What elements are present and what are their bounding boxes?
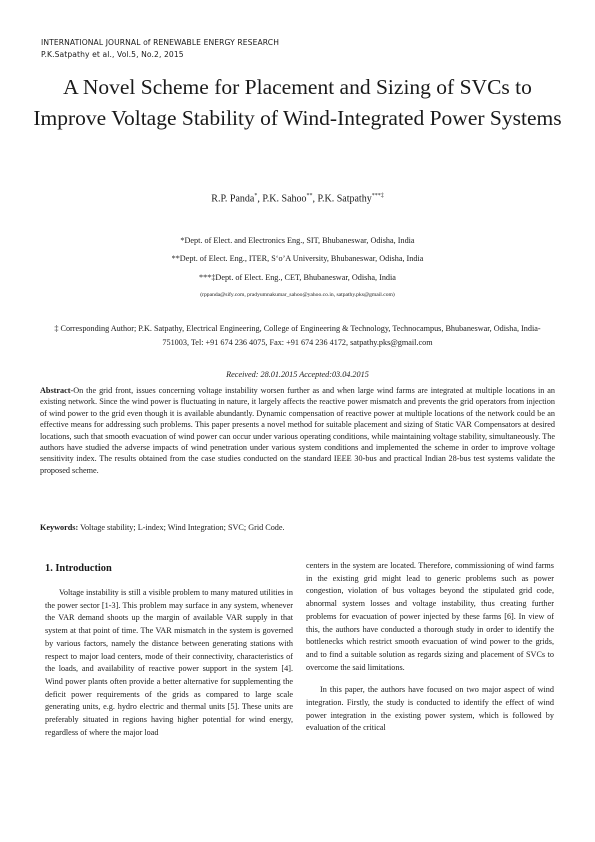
- author-separator: ,: [257, 193, 263, 205]
- paragraph: centers in the system are located. Therefore, commissioning of wind farms in the existing grid might lead to generic problems such as power congestion, violation of bus voltages beyond the stipulated grid code, abnormal system losses and voltage instability, thus creating further problems for evacuation of power injected by these farms [6]. In view of this, the authors have conducted a thorough study in order to identify the bottlenecks which restrict smooth evacuation of wind power to the grids, and to find a suitable solution as regards sizing and placement of SVCs to overcome the said limitations.: [306, 561, 554, 672]
- paragraph: In this paper, the authors have focused on two major aspect of wind integration. Firstly, the study is conducted to identify the effect of wind power integration in the existing power system, which is followed by evaluation of the critical: [306, 685, 554, 733]
- author-name: P.K. Satpathy: [317, 193, 372, 205]
- keywords-label: Keywords:: [40, 523, 79, 532]
- journal-name: INTERNATIONAL JOURNAL of RENEWABLE ENERGY RESEARCH: [41, 38, 279, 47]
- author-name: P.K. Sahoo: [262, 193, 307, 205]
- author-emails: (rppanda@sify.com, pradyumnakumar_sahoo@yahoo.co.in, satpathy.pks@gmail.com): [200, 292, 395, 298]
- author-list: [0, 193, 595, 204]
- paper-title: A Novel Scheme for Placement and Sizing of SVCs to Improve Voltage Stability of Wind-Integrated Power Systems: [33, 75, 562, 130]
- abstract-label: Abstract: [40, 386, 71, 395]
- left-column: [45, 587, 293, 739]
- author-separator: ,: [312, 193, 318, 205]
- abstract: [40, 385, 555, 476]
- paragraph: Voltage instability is still a visible problem to many matured utilities in the power sector [1-3]. This problem may surface in any system, whenever the VAR demand shoots up the margin of available VAR supply in that system at that point of time. The VAR mismatch in the system is governed by various factors, namely the distance between generating stations with respect to major load centers, mode of their connectivity, characteristics of the loads, and availability of reactive power support in the system [4]. Wind power plants often provide a better alternative for supplementing the deficit power requirements of the grids as compared to large scale generating units, e.g. hydro electric and thermal units [5]. These units are preferably situated in regions having higher potential for wind energy, regardless of where the major load: [45, 588, 293, 737]
- affiliation: **Dept. of Elect. Eng., ITER, S‘o’A University, Bhubaneswar, Odisha, India: [171, 254, 424, 263]
- author-mark: *: [254, 193, 258, 199]
- journal-citation: P.K.Satpathy et al., Vol.5, No.2, 2015: [41, 50, 184, 59]
- abstract-text: -On the grid front, issues concerning voltage instability worsen further as and when large wind farms are integrated at multiple locations in an existing network. Since the wind power is fluctuating in nature, it largely affects the reactive power mismatch and prevents the grid operators from injection of wind power to the grid even though it is available abundantly. Dynamic compensation of reactive power at multiple locations of the network could be an effective means for addressing such problems. This paper presents a novel method for suitable placement and sizing of Static VAR Compensators at desired locations, such that smooth evacuation of wind power can occur under various operating conditions, while maintaining voltage stability, simultaneously. The authors have studied the adverse impacts of wind penetration under various system conditions and implemented the scheme in order to improve voltage sensitivity index. The results obtained from the case studies conducted on the standard IEEE 30-bus and practical Indian 28-bus test systems validate the proposed scheme.: [40, 386, 555, 475]
- received-dates: Received: 28.01.2015 Accepted:03.04.2015: [226, 370, 369, 379]
- corresponding-author: ‡ Corresponding Author; P.K. Satpathy, Electrical Engineering, College of Engineering & Technology, Technocampus, Bhubaneswar, Odisha, India-751003, Tel: +91 674 236 4075, Fax: +91 674 236 4172, satpathy.pks@gmail.com: [54, 324, 541, 347]
- author-name: R.P. Panda: [211, 193, 255, 205]
- keywords-text: Voltage stability; L-index; Wind Integration; SVC; Grid Code.: [78, 523, 285, 532]
- right-column: [306, 560, 554, 735]
- affiliation: *Dept. of Elect. and Electronics Eng., SIT, Bhubaneswar, Odisha, India: [180, 236, 415, 245]
- keywords: [40, 523, 555, 532]
- affiliation: ***‡Dept. of Elect. Eng., CET, Bhubaneswar, Odisha, India: [199, 273, 396, 282]
- section-heading: 1. Introduction: [45, 563, 112, 574]
- author-mark: **: [306, 193, 313, 199]
- author-mark: ***‡: [371, 193, 384, 199]
